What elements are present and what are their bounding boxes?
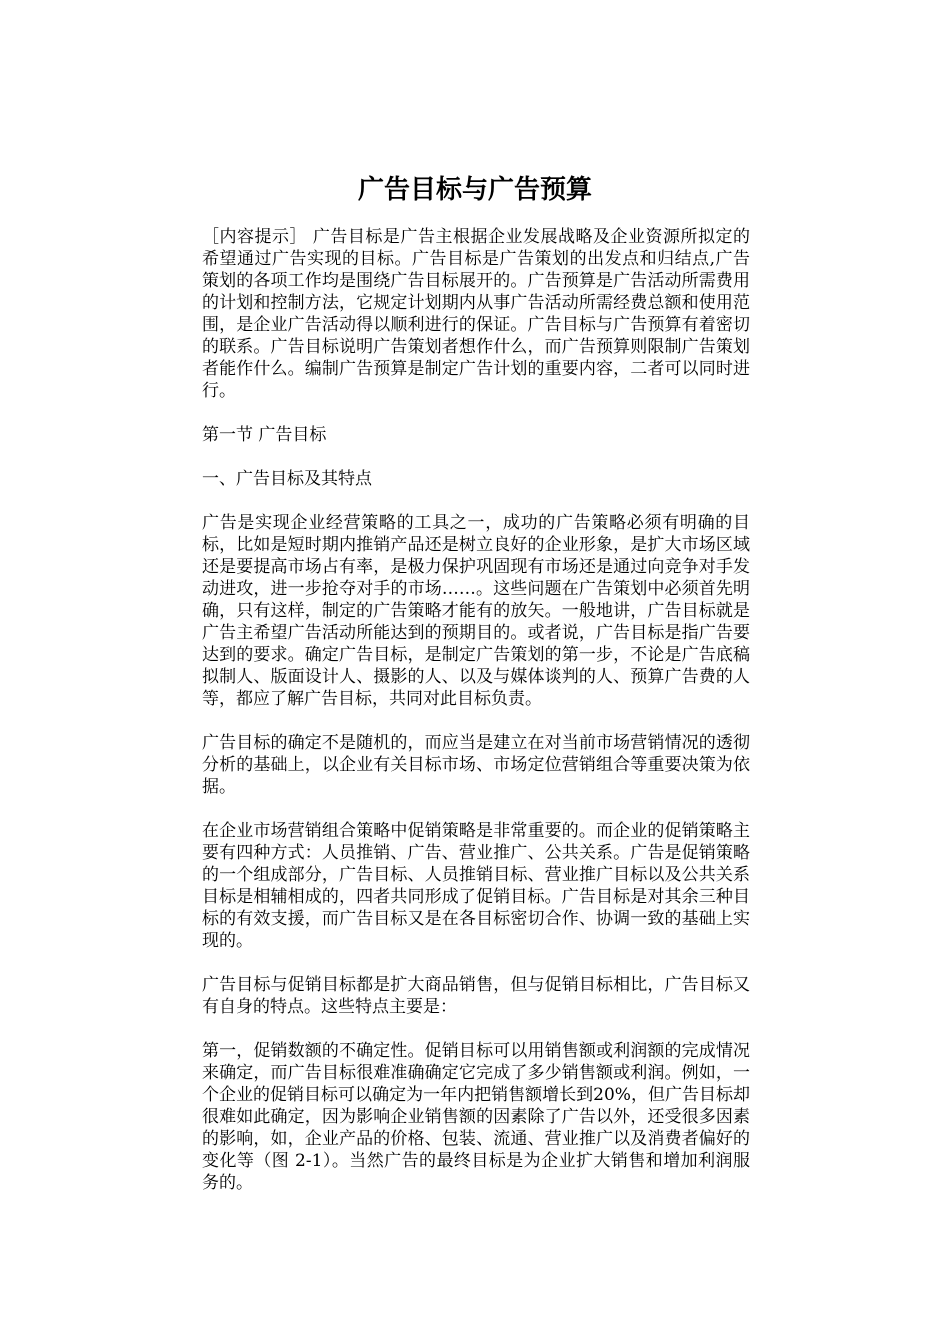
document-title: 广告目标与广告预算 (357, 175, 592, 205)
body-paragraph: 在企业市场营销组合策略中促销策略是非常重要的。而企业的促销策略主要有四种方式：人员推销、广告、营业推广、公共关系。广告是促销策略的一个组成部分，广告目标、人员推销目标、营业推广目标以及公共关系目标是相辅相成的，四者共同形成了促销目标。广告目标是对其余三种目标的有效支援，而广告目标又是在各目标密切合作、协调一致的基础上实现的。 (202, 821, 750, 951)
body-paragraph: 广告目标的确定不是随机的，而应当是建立在对当前市场营销情况的透彻分析的基础上，以企业有关目标市场、市场定位营销组合等重要决策为依据。 (202, 733, 750, 797)
section-heading: 第一节 广告目标 (202, 425, 327, 445)
body-paragraph: 广告是实现企业经营策略的工具之一，成功的广告策略必须有明确的目标，比如是短时期内推销产品还是树立良好的企业形象，是扩大市场区域还是要提高市场占有率，是极力保护巩固现有市场还是通过向竞争对手发动进攻，进一步抢夺对手的市场……。这些问题在广告策划中必须首先明确，只有这样，制定的广告策略才能有的放矢。一般地讲，广告目标就是广告主希望广告活动所能达到的预期目的。或者说，广告目标是指广告要达到的要求。确定广告目标，是制定广告策划的第一步，不论是广告底稿拟制人、版面设计人、摄影的人、以及与媒体谈判的人、预算广告费的人等，都应了解广告目标，共同对此目标负责。 (202, 513, 750, 709)
body-paragraph: 广告目标与促销目标都是扩大商品销售，但与促销目标相比，广告目标又有自身的特点。这些特点主要是： (202, 975, 750, 1017)
summary-paragraph: ［内容提示］ 广告目标是广告主根据企业发展战略及企业资源所拟定的希望通过广告实现的目标。广告目标是广告策划的出发点和归结点,广告策划的各项工作均是围绕广告目标展开的。广告预算是广告活动所需费用的计划和控制方法，它规定计划期内从事广告活动所需经费总额和使用范围，是企业广告活动得以顺利进行的保证。广告目标与广告预算有着密切的联系。广告目标说明广告策划者想作什么，而广告预算则限制广告策划者能作什么。编制广告预算是制定广告计划的重要内容，二者可以同时进行。 (202, 227, 750, 401)
body-paragraph: 第一，促销数额的不确定性。促销目标可以用销售额或利润额的完成情况来确定，而广告目标很难准确确定它完成了多少销售额或利润。例如，一个企业的促销目标可以确定为一年内把销售额增长到20%，但广告目标却很难如此确定，因为影响企业销售额的因素除了广告以外，还受很多因素的影响，如，企业产品的价格、包装、流通、营业推广以及消费者偏好的变化等（图 2-1）。当然广告的最终目标是为企业扩大销售和增加利润服务的。 (202, 1041, 750, 1193)
subsection-heading: 一、广告目标及其特点 (202, 469, 372, 489)
document-body (202, 226, 750, 1216)
